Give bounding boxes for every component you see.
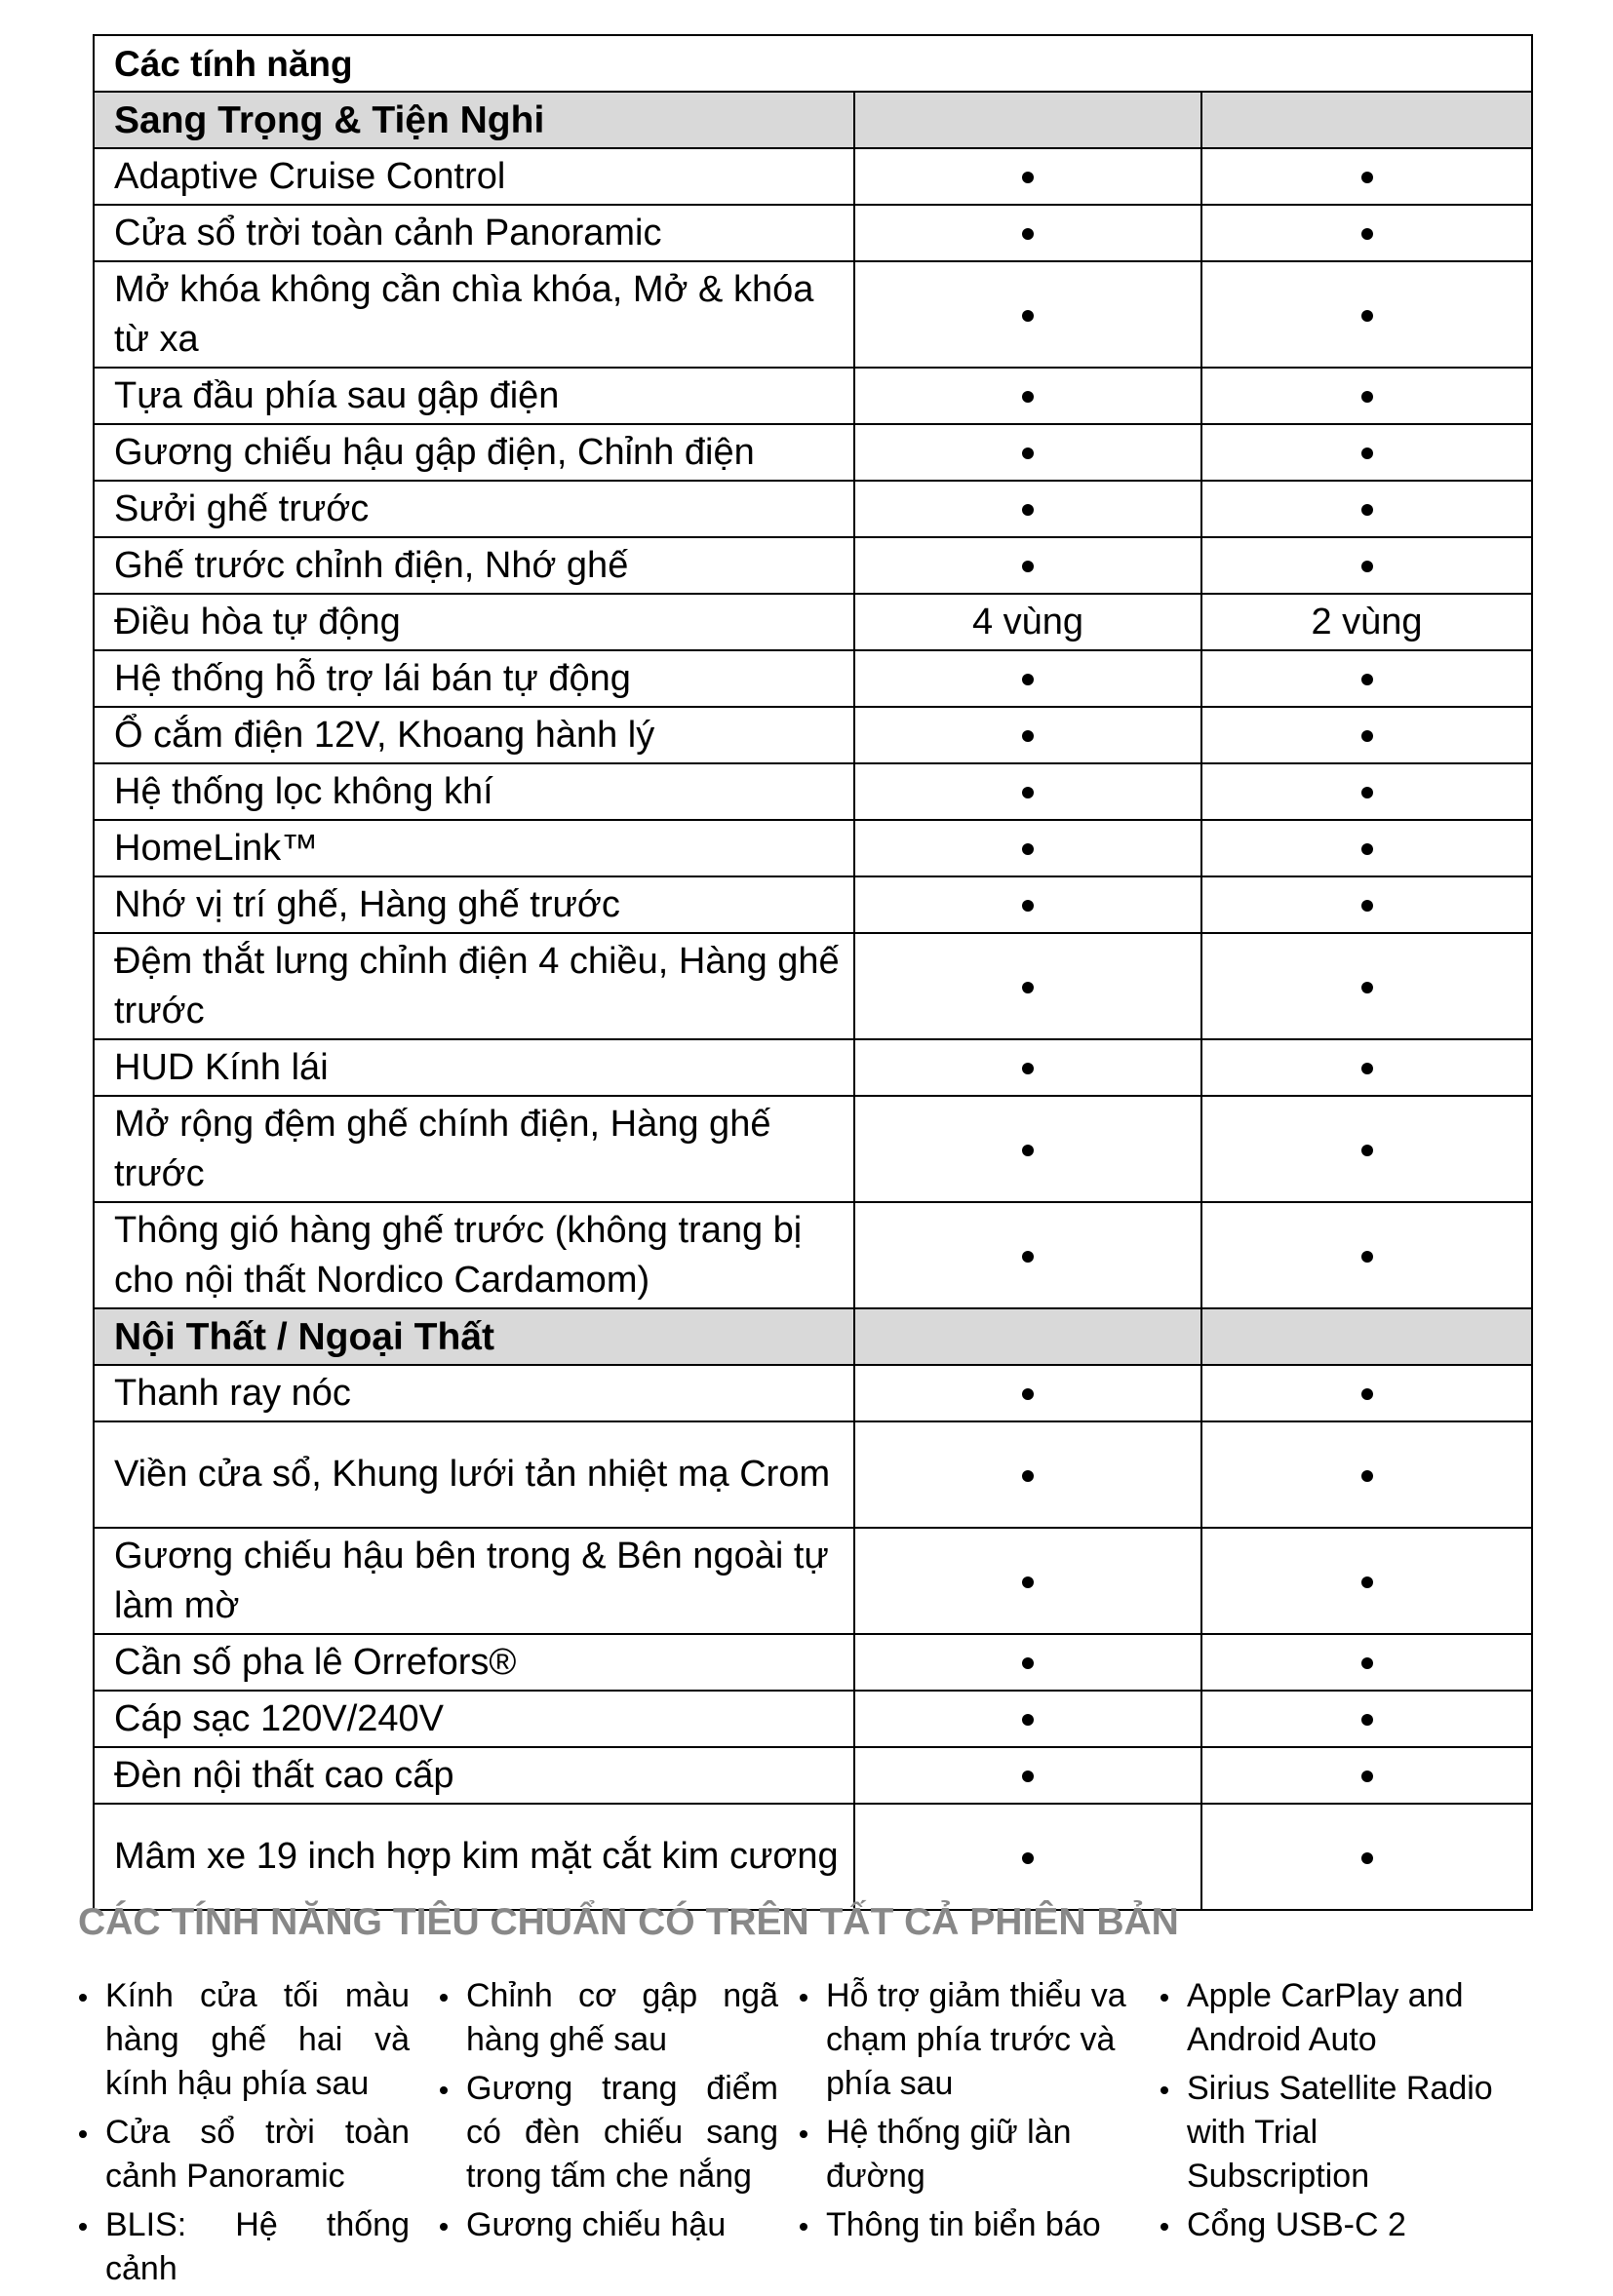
table-row bbox=[94, 1365, 1532, 1421]
table-row bbox=[94, 481, 1532, 537]
feature-name: Ghế trước chỉnh điện, Nhớ ghế bbox=[94, 537, 854, 594]
bullet-dot-icon bbox=[1022, 1251, 1034, 1263]
section-title: Sang Trọng & Tiện Nghi bbox=[94, 92, 854, 148]
standard-feature-item: Kính cửa tối màu hàng ghế hai và kính hậu phía sau bbox=[76, 1974, 410, 2106]
variant-1-value bbox=[854, 1634, 1201, 1691]
standard-feature-item: Thông tin biển báo bbox=[797, 2203, 1138, 2247]
section-header-empty-cell bbox=[1201, 1308, 1532, 1365]
variant-2-value bbox=[1201, 763, 1532, 820]
variant-1-value bbox=[854, 820, 1201, 876]
table-row bbox=[94, 424, 1532, 481]
bullet-dot-icon bbox=[1361, 1771, 1373, 1782]
bullet-dot-icon bbox=[1361, 1657, 1373, 1669]
variant-1-value bbox=[854, 537, 1201, 594]
variant-1-value bbox=[854, 1096, 1201, 1202]
table-row bbox=[94, 368, 1532, 424]
variant-1-value bbox=[854, 707, 1201, 763]
table-row bbox=[94, 148, 1532, 205]
variant-2-value bbox=[1201, 261, 1532, 368]
variant-1-value bbox=[854, 424, 1201, 481]
table-row bbox=[94, 763, 1532, 820]
variant-1-value bbox=[854, 261, 1201, 368]
bullet-dot-icon bbox=[1361, 172, 1373, 183]
feature-name: Tựa đầu phía sau gập điện bbox=[94, 368, 854, 424]
bullet-dot-icon bbox=[1361, 843, 1373, 855]
section-title: Nội Thất / Ngoại Thất bbox=[94, 1308, 854, 1365]
bullet-dot-icon bbox=[1022, 900, 1034, 912]
standard-features-column-3 bbox=[797, 1974, 1138, 2252]
bullet-dot-icon bbox=[1022, 1714, 1034, 1726]
bullet-dot-icon bbox=[1022, 1657, 1034, 1669]
variant-1-value bbox=[854, 1365, 1201, 1421]
variant-2-value bbox=[1201, 1634, 1532, 1691]
feature-name: Hệ thống lọc không khí bbox=[94, 763, 854, 820]
variant-1-value: 4 vùng bbox=[854, 594, 1201, 650]
bullet-dot-icon bbox=[1361, 1388, 1373, 1400]
bullet-dot-icon bbox=[1361, 1576, 1373, 1588]
bullet-dot-icon bbox=[1022, 391, 1034, 403]
standard-features-list bbox=[797, 1974, 1138, 2247]
feature-name: Gương chiếu hậu bên trong & Bên ngoài tự làm mờ bbox=[94, 1528, 854, 1634]
feature-name: HUD Kính lái bbox=[94, 1039, 854, 1096]
section-header-row bbox=[94, 1308, 1532, 1365]
bullet-dot-icon bbox=[1022, 1771, 1034, 1782]
variant-2-value bbox=[1201, 1202, 1532, 1308]
feature-name: Hệ thống hỗ trợ lái bán tự động bbox=[94, 650, 854, 707]
feature-name: Thanh ray nóc bbox=[94, 1365, 854, 1421]
variant-1-value bbox=[854, 1804, 1201, 1910]
standard-feature-item: BLIS: Hệ thống cảnh bbox=[76, 2203, 410, 2291]
variant-2-value bbox=[1201, 1804, 1532, 1910]
table-title-row bbox=[94, 35, 1532, 92]
bullet-dot-icon bbox=[1361, 1714, 1373, 1726]
variant-1-value bbox=[854, 1039, 1201, 1096]
variant-1-value bbox=[854, 763, 1201, 820]
variant-2-value bbox=[1201, 537, 1532, 594]
table-row bbox=[94, 594, 1532, 650]
bullet-dot-icon bbox=[1361, 900, 1373, 912]
bullet-dot-icon bbox=[1022, 448, 1034, 459]
table-row bbox=[94, 1691, 1532, 1747]
standard-features-list bbox=[437, 1974, 778, 2247]
variant-2-value bbox=[1201, 1421, 1532, 1528]
bullet-dot-icon bbox=[1022, 310, 1034, 322]
bullet-dot-icon bbox=[1361, 1145, 1373, 1156]
feature-name: Gương chiếu hậu gập điện, Chỉnh điện bbox=[94, 424, 854, 481]
bullet-dot-icon bbox=[1022, 561, 1034, 572]
bullet-dot-icon bbox=[1361, 504, 1373, 516]
variant-2-value bbox=[1201, 876, 1532, 933]
table-row bbox=[94, 933, 1532, 1039]
variant-2-value bbox=[1201, 1039, 1532, 1096]
standard-feature-item: Cửa sổ trời toàn cảnh Panoramic bbox=[76, 2111, 410, 2199]
table-title: Các tính năng bbox=[94, 35, 1532, 92]
variant-2-value bbox=[1201, 1747, 1532, 1804]
standard-feature-item: Hỗ trợ giảm thiểu va chạm phía trước và phía sau bbox=[797, 1974, 1138, 2106]
bullet-dot-icon bbox=[1361, 228, 1373, 240]
feature-name: Cáp sạc 120V/240V bbox=[94, 1691, 854, 1747]
feature-name: Sưởi ghế trước bbox=[94, 481, 854, 537]
standard-features-list bbox=[76, 1974, 410, 2291]
table-row bbox=[94, 1528, 1532, 1634]
feature-name: Điều hòa tự động bbox=[94, 594, 854, 650]
table-row bbox=[94, 537, 1532, 594]
standard-feature-item: Apple CarPlay and Android Auto bbox=[1158, 1974, 1499, 2062]
variant-2-value bbox=[1201, 481, 1532, 537]
bullet-dot-icon bbox=[1361, 561, 1373, 572]
variant-1-value bbox=[854, 148, 1201, 205]
bullet-dot-icon bbox=[1022, 674, 1034, 685]
variant-1-value bbox=[854, 933, 1201, 1039]
table-row bbox=[94, 820, 1532, 876]
features-table bbox=[93, 34, 1533, 1911]
feature-name: Nhớ vị trí ghế, Hàng ghế trước bbox=[94, 876, 854, 933]
variant-2-value bbox=[1201, 148, 1532, 205]
standard-feature-item: Cổng USB-C 2 bbox=[1158, 2203, 1499, 2247]
features-table-body bbox=[94, 35, 1532, 1910]
feature-name: HomeLink™ bbox=[94, 820, 854, 876]
feature-name: Đệm thắt lưng chỉnh điện 4 chiều, Hàng ghế trước bbox=[94, 933, 854, 1039]
bullet-dot-icon bbox=[1361, 1852, 1373, 1864]
section-header-empty-cell bbox=[1201, 92, 1532, 148]
table-row bbox=[94, 707, 1532, 763]
table-row bbox=[94, 1747, 1532, 1804]
bullet-dot-icon bbox=[1022, 1388, 1034, 1400]
variant-2-value bbox=[1201, 205, 1532, 261]
bullet-dot-icon bbox=[1361, 787, 1373, 798]
bullet-dot-icon bbox=[1022, 1063, 1034, 1074]
variant-1-value bbox=[854, 1421, 1201, 1528]
variant-1-value bbox=[854, 1691, 1201, 1747]
bullet-dot-icon bbox=[1022, 1576, 1034, 1588]
table-row bbox=[94, 1421, 1532, 1528]
feature-name: Viền cửa sổ, Khung lưới tản nhiệt mạ Crom bbox=[94, 1421, 854, 1528]
standard-features-column-1 bbox=[76, 1974, 410, 2296]
feature-name: Thông gió hàng ghế trước (không trang bị cho nội thất Nordico Cardamom) bbox=[94, 1202, 854, 1308]
variant-2-value: 2 vùng bbox=[1201, 594, 1532, 650]
bullet-dot-icon bbox=[1361, 1251, 1373, 1263]
bullet-dot-icon bbox=[1022, 228, 1034, 240]
variant-1-value bbox=[854, 650, 1201, 707]
table-row bbox=[94, 1634, 1532, 1691]
variant-2-value bbox=[1201, 1691, 1532, 1747]
table-row bbox=[94, 1202, 1532, 1308]
feature-name: Mâm xe 19 inch hợp kim mặt cắt kim cương bbox=[94, 1804, 854, 1910]
feature-name: Adaptive Cruise Control bbox=[94, 148, 854, 205]
bullet-dot-icon bbox=[1361, 310, 1373, 322]
table-row bbox=[94, 650, 1532, 707]
variant-1-value bbox=[854, 1747, 1201, 1804]
standard-feature-item: Sirius Satellite Radio with Trial Subscription bbox=[1158, 2067, 1499, 2199]
feature-name: Mở rộng đệm ghế chính điện, Hàng ghế trước bbox=[94, 1096, 854, 1202]
bullet-dot-icon bbox=[1361, 391, 1373, 403]
standard-feature-item: Chỉnh cơ gập ngã hàng ghế sau bbox=[437, 1974, 778, 2062]
variant-2-value bbox=[1201, 424, 1532, 481]
bullet-dot-icon bbox=[1022, 787, 1034, 798]
bullet-dot-icon bbox=[1022, 843, 1034, 855]
variant-2-value bbox=[1201, 1096, 1532, 1202]
bullet-dot-icon bbox=[1361, 1063, 1373, 1074]
section-header-empty-cell bbox=[854, 92, 1201, 148]
table-row bbox=[94, 205, 1532, 261]
section-header-empty-cell bbox=[854, 1308, 1201, 1365]
variant-1-value bbox=[854, 1528, 1201, 1634]
table-row bbox=[94, 876, 1532, 933]
variant-2-value bbox=[1201, 1365, 1532, 1421]
feature-name: Cửa sổ trời toàn cảnh Panoramic bbox=[94, 205, 854, 261]
variant-1-value bbox=[854, 205, 1201, 261]
standard-features-column-4 bbox=[1158, 1974, 1499, 2252]
feature-name: Ổ cắm điện 12V, Khoang hành lý bbox=[94, 707, 854, 763]
bullet-dot-icon bbox=[1361, 982, 1373, 993]
table-row bbox=[94, 261, 1532, 368]
standard-feature-item: Gương trang điểm có đèn chiếu sang trong tấm che nắng bbox=[437, 2067, 778, 2199]
bullet-dot-icon bbox=[1361, 448, 1373, 459]
variant-1-value bbox=[854, 368, 1201, 424]
variant-2-value bbox=[1201, 707, 1532, 763]
section-header-row bbox=[94, 92, 1532, 148]
table-row bbox=[94, 1039, 1532, 1096]
feature-name: Cần số pha lê Orrefors® bbox=[94, 1634, 854, 1691]
variant-2-value bbox=[1201, 368, 1532, 424]
bullet-dot-icon bbox=[1022, 1145, 1034, 1156]
variant-2-value bbox=[1201, 933, 1532, 1039]
feature-name: Mở khóa không cần chìa khóa, Mở & khóa từ xa bbox=[94, 261, 854, 368]
bullet-dot-icon bbox=[1361, 730, 1373, 742]
bullet-dot-icon bbox=[1022, 172, 1034, 183]
variant-1-value bbox=[854, 1202, 1201, 1308]
bullet-dot-icon bbox=[1022, 504, 1034, 516]
standard-feature-item: Gương chiếu hậu bbox=[437, 2203, 778, 2247]
standard-features-list bbox=[1158, 1974, 1499, 2247]
feature-name: Đèn nội thất cao cấp bbox=[94, 1747, 854, 1804]
variant-1-value bbox=[854, 481, 1201, 537]
variant-2-value bbox=[1201, 650, 1532, 707]
bullet-dot-icon bbox=[1361, 674, 1373, 685]
table-row bbox=[94, 1096, 1532, 1202]
standard-features-column-2 bbox=[437, 1974, 778, 2252]
variant-2-value bbox=[1201, 1528, 1532, 1634]
table-row bbox=[94, 1804, 1532, 1910]
bullet-dot-icon bbox=[1022, 1852, 1034, 1864]
bullet-dot-icon bbox=[1022, 1470, 1034, 1482]
bullet-dot-icon bbox=[1022, 730, 1034, 742]
standard-features-heading: CÁC TÍNH NĂNG TIÊU CHUẨN CÓ TRÊN TẤT CẢ PHIÊN BẢN bbox=[78, 1901, 1179, 1943]
bullet-dot-icon bbox=[1361, 1470, 1373, 1482]
variant-1-value bbox=[854, 876, 1201, 933]
variant-2-value bbox=[1201, 820, 1532, 876]
bullet-dot-icon bbox=[1022, 982, 1034, 993]
standard-feature-item: Hệ thống giữ làn đường bbox=[797, 2111, 1138, 2199]
